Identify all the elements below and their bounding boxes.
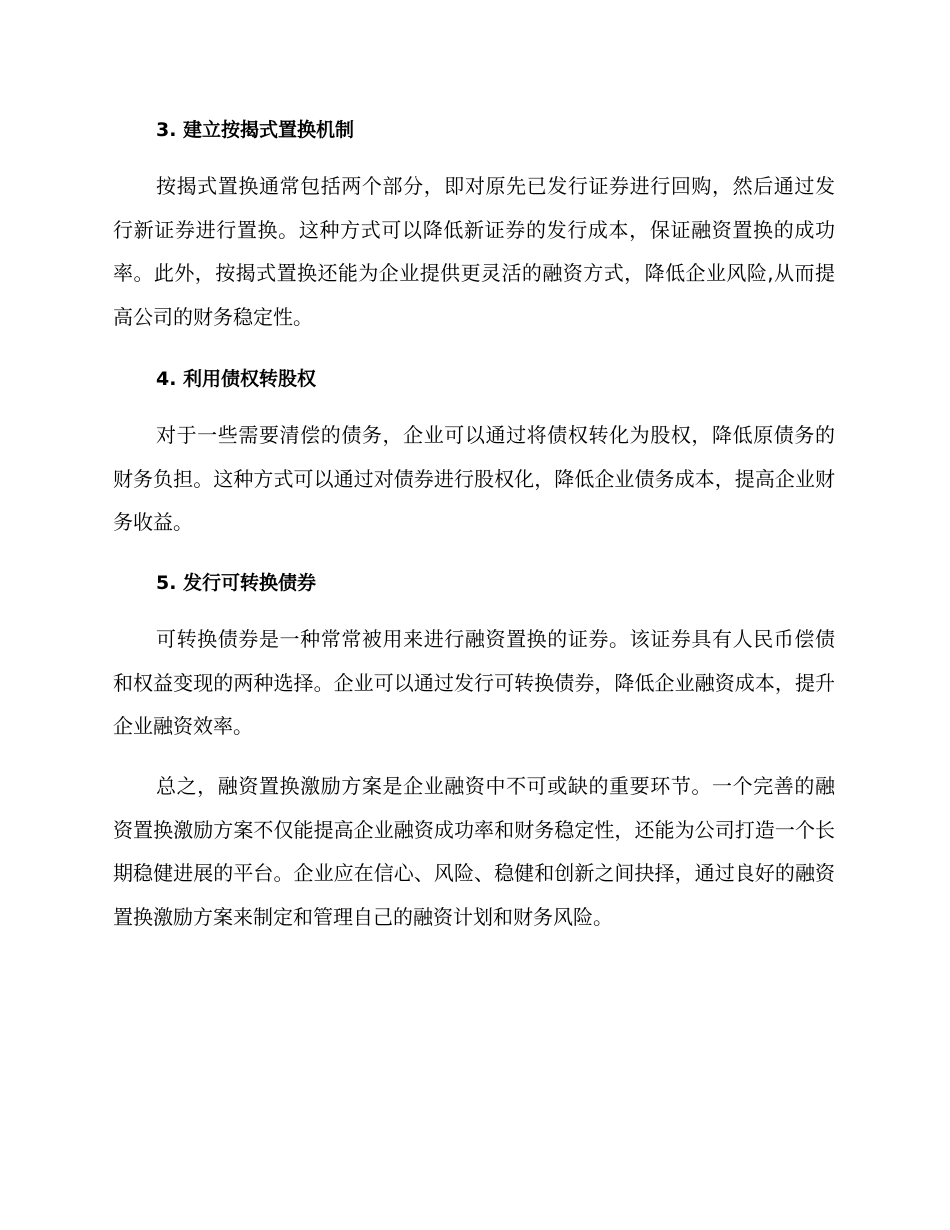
section-4-heading: 4. 利用债权转股权: [156, 368, 317, 390]
conclusion-paragraph: 总之，融资置换激励方案是企业融资中不可或缺的重要环节。一个完善的融资置换激励方案不仅能提高企业融资成功率和财务稳定性，还能为公司打造一个长期稳健进展的平台。企业应在信心、风险、稳健和创新之间抉择，通过良好的融资置换激励方案来制定和管理自己的融资计划和财务风险。: [113, 774, 835, 929]
section-5-paragraph: 可转换债券是一种常常被用来进行融资置换的证券。该证券具有人民币偿债和权益变现的两种选择。企业可以通过发行可转换债券，降低企业融资成本，提升企业融资效率。: [113, 627, 835, 738]
section-5-heading: 5. 发行可转换债券: [156, 572, 317, 594]
section-3-paragraph: 按揭式置换通常包括两个部分，即对原先已发行证券进行回购，然后通过发行新证券进行置换。这种方式可以降低新证券的发行成本，保证融资置换的成功率。此外，按揭式置换还能为企业提供更灵活的融资方式，降低企业风险,从而提高公司的财务稳定性。: [113, 174, 835, 329]
section-4-paragraph: 对于一些需要清偿的债务，企业可以通过将债权转化为股权，降低原债务的财务负担。这种方式可以通过对债券进行股权化，降低企业债务成本，提高企业财务收益。: [113, 423, 835, 534]
section-3-heading: 3. 建立按揭式置换机制: [156, 119, 355, 141]
